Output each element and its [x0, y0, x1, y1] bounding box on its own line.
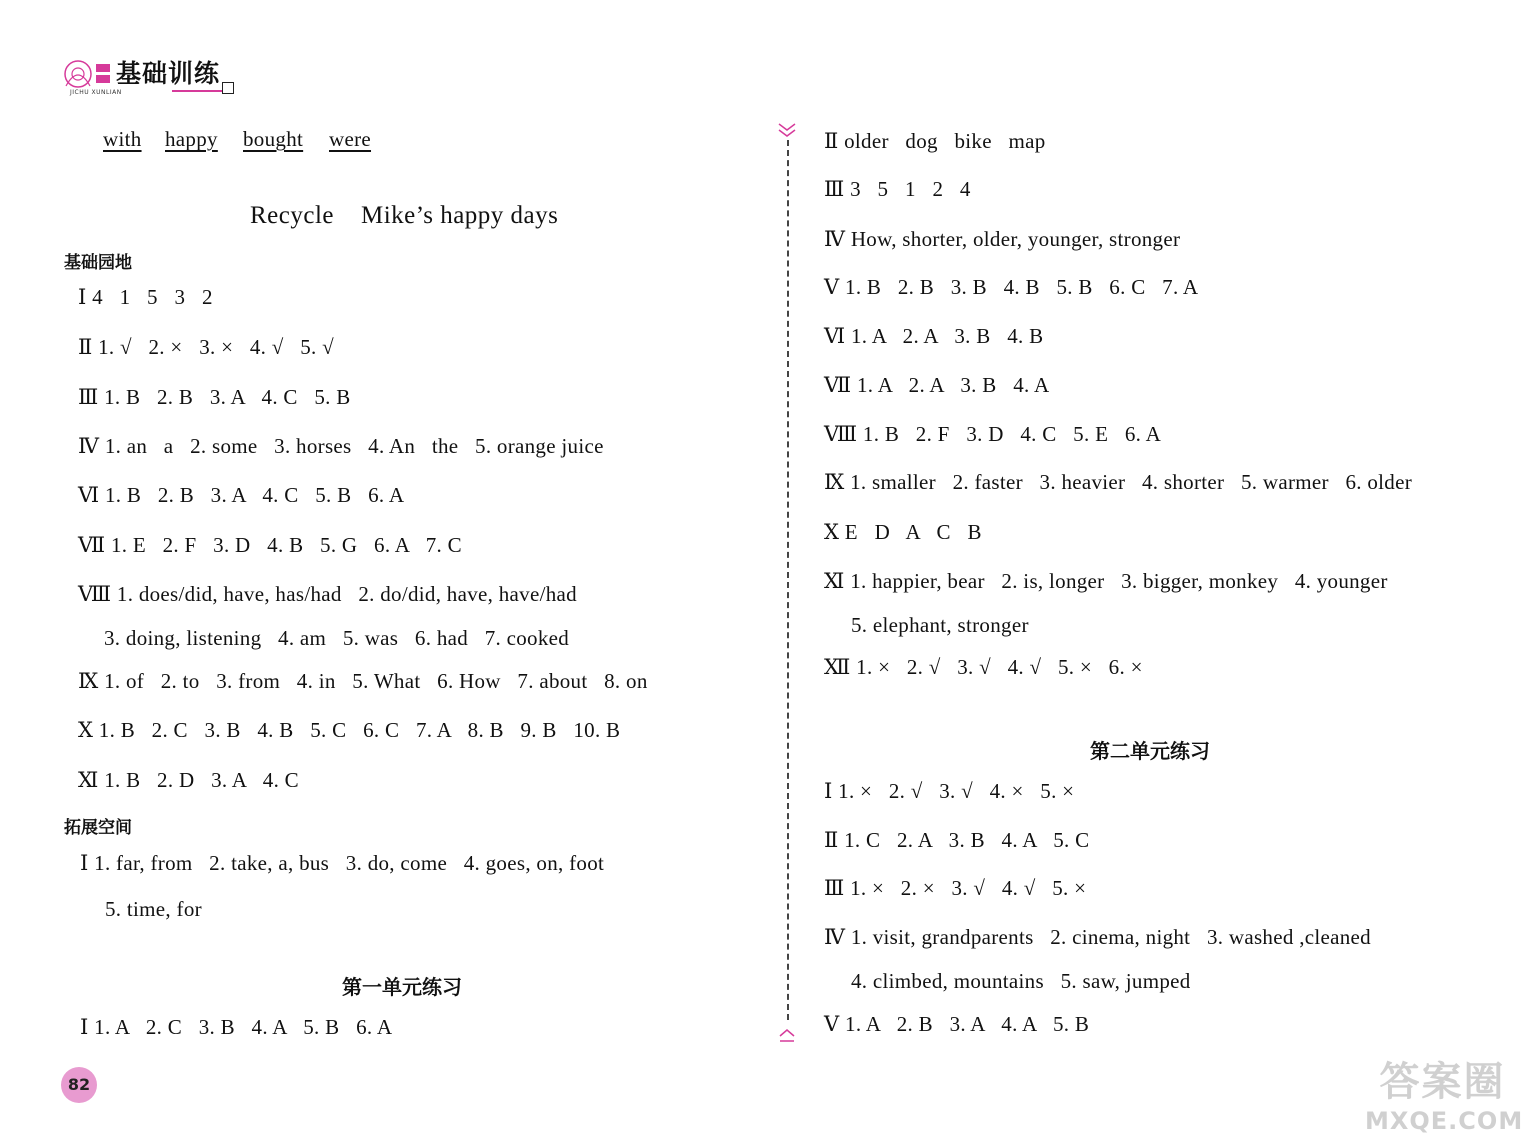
answer-line: 5. time, for	[105, 897, 202, 921]
watermark-en: MXQE.COM	[1365, 1107, 1524, 1135]
flower-logo-icon	[60, 54, 120, 94]
answer-line: 4. climbed, mountains 5. saw, jumped	[851, 969, 1191, 993]
brand-logo	[60, 52, 240, 100]
brand-underline	[172, 90, 222, 92]
answer-line: Ⅱ older dog bike map	[824, 129, 1046, 153]
column-divider	[787, 140, 789, 1020]
answer-line: Ⅰ 1. A 2. C 3. B 4. A 5. B 6. A	[80, 1015, 393, 1039]
answer-line: Ⅲ 3 5 1 2 4	[824, 177, 971, 201]
top-word: bought	[243, 127, 304, 151]
brand-title: 基础训练	[116, 59, 221, 88]
answer-line: Ⅹ 1. B 2. C 3. B 4. B 5. C 6. C 7. A 8. B 9. B 10. B	[78, 718, 621, 742]
answer-line: Ⅶ 1. E 2. F 3. D 4. B 5. G 6. A 7. C	[78, 533, 462, 557]
section-heading: 拓展空间	[64, 818, 132, 838]
answer-line: 3. doing, listening 4. am 5. was 6. had 7. cooked	[104, 626, 570, 650]
answer-line: Ⅲ 1. × 2. × 3. √ 4. √ 5. ×	[824, 876, 1087, 900]
answer-line: Ⅺ 1. B 2. D 3. A 4. C	[78, 768, 299, 792]
watermark	[1365, 1050, 1524, 1135]
answer-line: Ⅰ 1. far, from 2. take, a, bus 3. do, come 4. goes, on, foot	[80, 851, 605, 875]
answer-line: Ⅸ 1. smaller 2. faster 3. heavier 4. shorter 5. warmer 6. older	[824, 470, 1412, 494]
answer-line: Ⅻ 1. × 2. √ 3. √ 4. √ 5. × 6. ×	[824, 655, 1143, 679]
brand-box	[222, 82, 234, 94]
answer-line: 5. elephant, stronger	[851, 613, 1029, 637]
answer-line: Ⅺ 1. happier, bear 2. is, longer 3. bigger, monkey 4. younger	[824, 569, 1388, 593]
answer-line: Ⅵ 1. A 2. A 3. B 4. B	[824, 324, 1044, 348]
divider-bottom-icon	[777, 1024, 797, 1046]
answer-line: Ⅷ 1. B 2. F 3. D 4. C 5. E 6. A	[824, 422, 1162, 446]
watermark-cn: 答案圈	[1379, 1059, 1506, 1105]
answer-line: Ⅸ 1. of 2. to 3. from 4. in 5. What 6. How 7. about 8. on	[78, 669, 648, 693]
unit-title: 第一单元练习	[342, 975, 462, 999]
answer-line: Ⅶ 1. A 2. A 3. B 4. A	[824, 373, 1050, 397]
page-number: 82	[61, 1067, 97, 1103]
answer-line: Ⅳ 1. an a 2. some 3. horses 4. An the 5. orange juice	[78, 434, 604, 458]
answer-line: Ⅰ 4 1 5 3 2	[78, 285, 213, 309]
answer-line: Ⅱ 1. √ 2. × 3. × 4. √ 5. √	[78, 335, 334, 359]
answer-line: Ⅱ 1. C 2. A 3. B 4. A 5. C	[824, 828, 1090, 852]
answer-line: Ⅵ 1. B 2. B 3. A 4. C 5. B 6. A	[78, 483, 405, 507]
answer-line: Ⅳ How, shorter, older, younger, stronger	[824, 227, 1181, 251]
answer-line: Ⅷ 1. does/did, have, has/had 2. do/did, have, have/had	[78, 582, 577, 606]
answer-line: Ⅳ 1. visit, grandparents 2. cinema, night 3. washed ,cleaned	[824, 925, 1371, 949]
top-word: with	[103, 127, 142, 151]
top-word: were	[329, 127, 372, 151]
divider-top-icon	[777, 120, 797, 142]
answer-line: Ⅴ 1. B 2. B 3. B 4. B 5. B 6. C 7. A	[824, 275, 1199, 299]
brand-subtitle: JICHU XUNLIAN	[70, 89, 122, 96]
section-heading: 基础园地	[64, 253, 132, 273]
top-word: happy	[165, 127, 218, 151]
answer-line: Ⅰ 1. × 2. √ 3. √ 4. × 5. ×	[824, 779, 1075, 803]
answer-line: Ⅲ 1. B 2. B 3. A 4. C 5. B	[78, 385, 351, 409]
unit-title: 第二单元练习	[1090, 739, 1210, 763]
answer-line: Ⅹ E D A C B	[824, 520, 982, 544]
answer-line: Ⅴ 1. A 2. B 3. A 4. A 5. B	[824, 1012, 1090, 1036]
recycle-title: Recycle Mike’s happy days	[250, 202, 559, 229]
